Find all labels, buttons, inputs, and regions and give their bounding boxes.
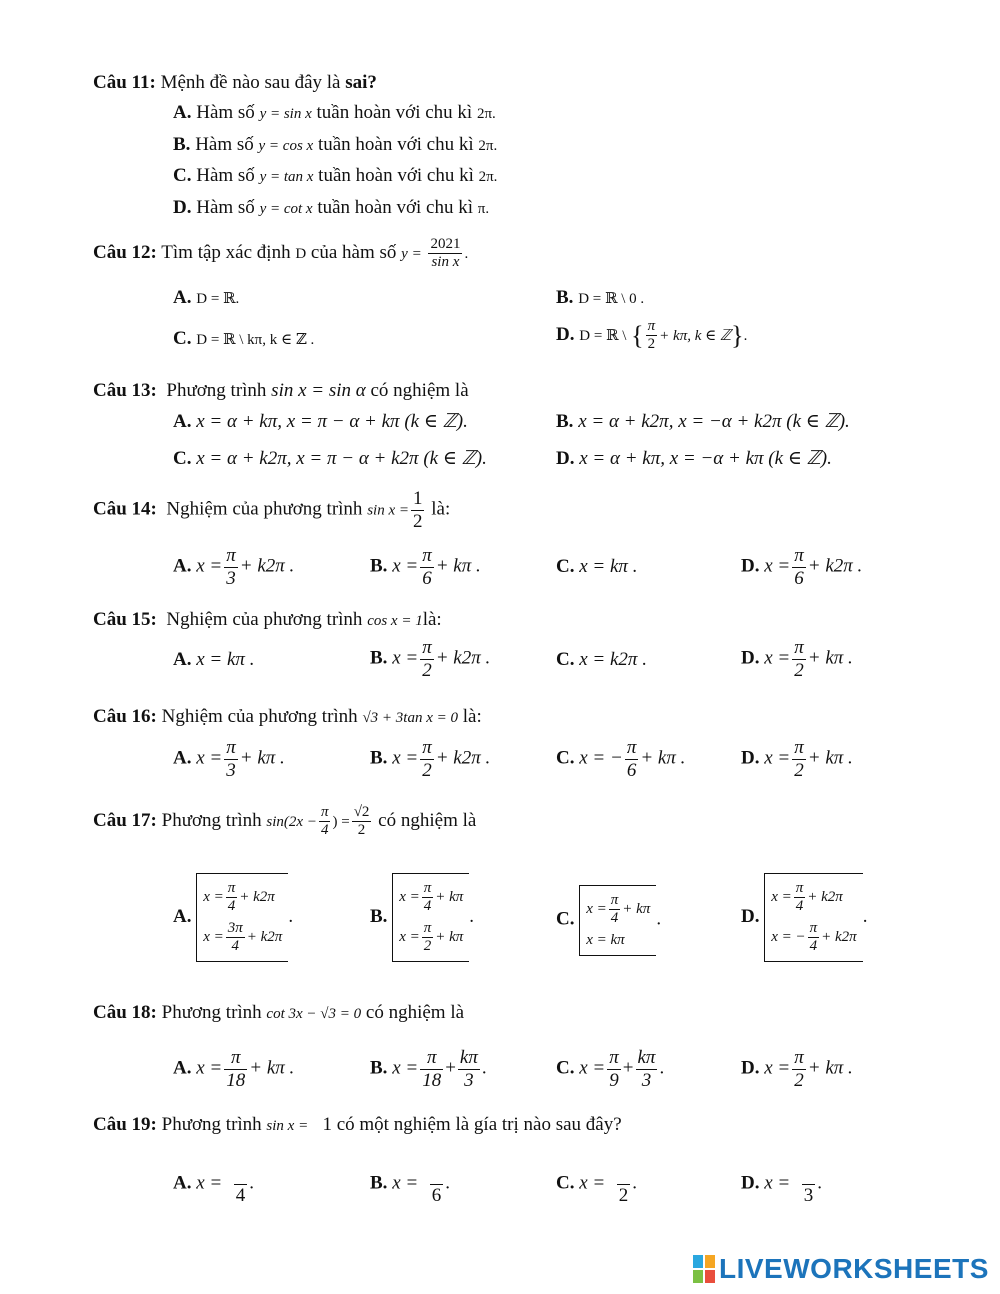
q18-option-b[interactable]: B. x = $\frac{\pi}{18}$ + $\frac{k\pi}{3}$ . [370,1047,487,1091]
q12-option-d[interactable]: D. D = ℝ \ { $\frac{\pi}{2}$ + kπ, k ∈ ℤ}. [556,318,748,353]
q12-option-a[interactable]: A. D = ℝ. [173,287,240,308]
q14-option-d[interactable]: D. x = $\frac{\pi}{6}$ + k2π . [741,545,863,589]
q12-option-b[interactable]: B. D = ℝ \ 0 . [556,287,645,308]
q15-option-a[interactable]: A. x = kπ . [173,649,255,670]
liveworksheets-logo[interactable]: LIVEWORKSHEETS [693,1252,989,1286]
q14-option-c[interactable]: C. x = kπ . [556,556,638,577]
q14-option-a[interactable]: A. x = $\frac{\pi}{3}$ + k2π . [173,545,295,589]
q16-stem: Câu 16: Nghiệm của phương trình √3 + 3tan x = 0 là: [93,706,482,727]
q11-option-b[interactable]: B. Hàm số y = cos x tuần hoàn với chu kì 2π. [173,134,498,155]
q16-option-c[interactable]: C. x = − $\frac{\pi}{6}$ + kπ . [556,737,686,781]
q11-stem: Câu 11: Mệnh đề nào sau đây là sai? [93,72,377,93]
q17-option-d[interactable]: D. x = $\frac{\pi}{4}$ + k2π x = − $\frac{\pi}{4}$ + k2π . [741,873,867,962]
logo-icon [693,1255,715,1283]
q11-option-c[interactable]: C. Hàm số y = tan x tuần hoàn với chu kì 2π. [173,165,498,186]
q18-option-d[interactable]: D. x = $\frac{\pi}{2}$ + kπ . [741,1047,853,1091]
q15-option-d[interactable]: D. x = $\frac{\pi}{2}$ + kπ . [741,637,853,681]
system-bracket: x = $\frac{\pi}{4}$ + k2π x = $\frac{3\pi}{4}$ + k2π [196,873,288,962]
q17-stem: Câu 17: Phương trình sin(2x − $\frac{\pi}{4}$ ) = $\frac{√2}{2}$ có nghiệm là [93,804,477,839]
system-bracket: x = $\frac{\pi}{4}$ + kπ x = $\frac{\pi}{2}$ + kπ [392,873,469,962]
q13-stem: Câu 13: Phương trình sin x = sin α có nghiệm là [93,380,469,401]
q17-option-c[interactable]: C. x = $\frac{\pi}{4}$ + kπ x = kπ . [556,885,661,956]
q13-option-a[interactable]: A. x = α + kπ, x = π − α + kπ (k ∈ ℤ). [173,411,468,432]
q19-option-d[interactable]: D. x = 3 . [741,1162,822,1207]
q19-option-c[interactable]: C. x = 2 . [556,1162,637,1207]
q12-stem: Câu 12: Tìm tập xác định D của hàm số y = $\frac{2021}{\text{sin x}}$ . [93,236,469,271]
q13-option-b[interactable]: B. x = α + k2π, x = −α + k2π (k ∈ ℤ). [556,411,850,432]
q15-option-c[interactable]: C. x = k2π . [556,649,647,670]
q16-option-a[interactable]: A. x = $\frac{\pi}{3}$ + kπ . [173,737,285,781]
q18-stem: Câu 18: Phương trình cot 3x − √3 = 0 có nghiệm là [93,1002,465,1023]
q18-option-a[interactable]: A. x = $\frac{\pi}{18}$ + kπ . [173,1047,295,1091]
brace-right: } [731,320,744,350]
q19-stem: Câu 19: Phương trình sin x = 1 có một nghiệm là gía trị nào sau đây? [93,1114,622,1135]
q12-fraction: $\frac{2021}{\text{sin x}}$ [430,236,461,271]
q11-option-d[interactable]: D. Hàm số y = cot x tuần hoàn với chu kì π. [173,197,490,218]
q16-option-d[interactable]: D. x = $\frac{\pi}{2}$ + kπ . [741,737,853,781]
q19-option-b[interactable]: B. x = 6 . [370,1162,450,1207]
q15-option-b[interactable]: B. x = $\frac{\pi}{2}$ + k2π . [370,637,491,681]
q11-option-a[interactable]: A. Hàm số y = sin x tuần hoàn với chu kì 2π. [173,102,496,123]
q17-option-a[interactable]: A. x = $\frac{\pi}{4}$ + k2π x = $\frac{3\pi}{4}$ + k2π . [173,873,293,962]
q15-stem: Câu 15: Nghiệm của phương trình cos x = 1là: [93,609,442,630]
q13-option-c[interactable]: C. x = α + k2π, x = π − α + k2π (k ∈ ℤ). [173,448,487,469]
q14-option-b[interactable]: B. x = $\frac{\pi}{6}$ + kπ . [370,545,481,589]
q19-option-a[interactable]: A. x = 4 . [173,1162,254,1207]
q12-option-c[interactable]: C. D = ℝ \ kπ, k ∈ ℤ . [173,328,315,349]
q17-option-b[interactable]: B. x = $\frac{\pi}{4}$ + kπ x = $\frac{\pi}{2}$ + kπ . [370,873,474,962]
q16-option-b[interactable]: B. x = $\frac{\pi}{2}$ + k2π . [370,737,491,781]
brace-left: { [631,320,644,350]
q13-option-d[interactable]: D. x = α + kπ, x = −α + kπ (k ∈ ℤ). [556,448,832,469]
system-bracket: x = $\frac{\pi}{4}$ + k2π x = − $\frac{\pi}{4}$ + k2π [764,873,862,962]
q14-stem: Câu 14: Nghiệm của phương trình sin x = $\frac{1}{2}$ là: [93,488,451,532]
q18-option-c[interactable]: C. x = $\frac{\pi}{9}$ + $\frac{k\pi}{3}$ . [556,1047,665,1091]
system-bracket: x = $\frac{\pi}{4}$ + kπ x = kπ [579,885,656,956]
